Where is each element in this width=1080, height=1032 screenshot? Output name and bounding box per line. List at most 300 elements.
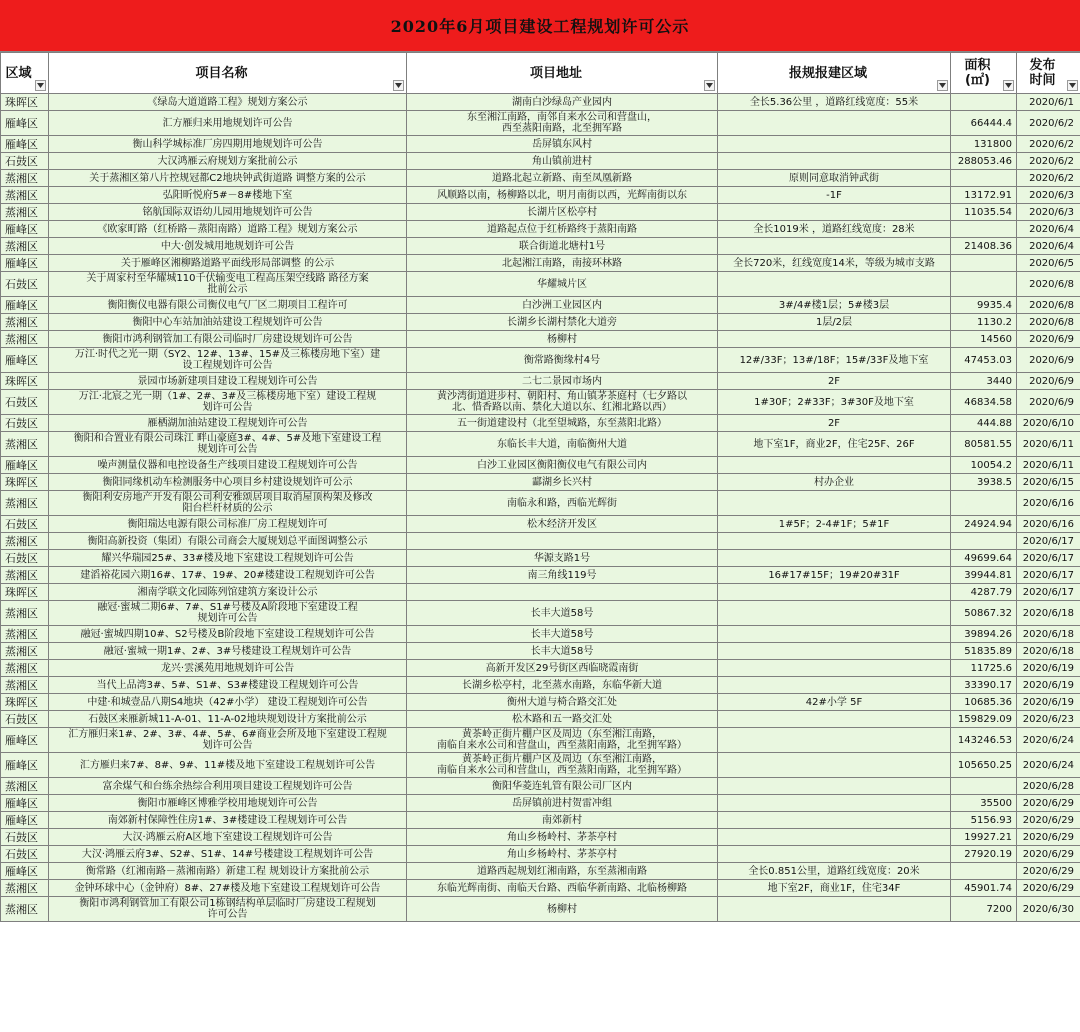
cell-scope[interactable]: 原则同意取消钟武街 [718, 170, 951, 187]
cell-project-address[interactable]: 东至湘江南路，南邻自来水公司和营盘山， 西至蒸阳南路，北至拥军路 [407, 111, 718, 136]
cell-project-name[interactable]: 耀兴华瑞园25#、33#楼及地下室建设工程规划许可公告 [49, 550, 407, 567]
cell-project-address[interactable]: 南临永和路，西临光辉街 [407, 491, 718, 516]
cell-area[interactable]: 10054.2 [951, 457, 1017, 474]
cell-area[interactable]: 51835.89 [951, 643, 1017, 660]
cell-district[interactable]: 石鼓区 [1, 829, 49, 846]
cell-scope[interactable]: 3#/4#楼1层；5#楼3层 [718, 297, 951, 314]
table-row [1, 897, 1080, 922]
cell-project-address[interactable]: 长湖片区松亭村 [407, 204, 718, 221]
cell-district[interactable]: 雁峰区 [1, 753, 49, 778]
cell-project-name[interactable]: 衡常路（红湘南路－蒸湘南路）新建工程 规划设计方案批前公示 [49, 863, 407, 880]
table-row [1, 94, 1080, 111]
cell-district[interactable]: 蒸湘区 [1, 314, 49, 331]
cell-area[interactable]: 9935.4 [951, 297, 1017, 314]
cell-project-name[interactable]: 大汉·鸿雁云府A区地下室建设工程规划许可公告 [49, 829, 407, 846]
cell-district[interactable]: 雁峰区 [1, 136, 49, 153]
cell-area[interactable]: 50867.32 [951, 601, 1017, 626]
cell-district[interactable]: 石鼓区 [1, 415, 49, 432]
cell-area[interactable]: 14560 [951, 331, 1017, 348]
cell-area[interactable]: 10685.36 [951, 694, 1017, 711]
cell-project-name[interactable]: 大汉·鸿雁云府3#、S2#、S1#、14#号楼建设工程规划许可公告 [49, 846, 407, 863]
cell-scope[interactable] [718, 753, 951, 778]
cell-project-name[interactable]: 关于周家村至华耀城110千伏输变电工程高压架空线路 路径方案 批前公示 [49, 272, 407, 297]
cell-area[interactable]: 33390.17 [951, 677, 1017, 694]
cell-district[interactable]: 蒸湘区 [1, 778, 49, 795]
cell-date[interactable]: 2020/6/3 [1017, 204, 1080, 221]
cell-scope[interactable] [718, 897, 951, 922]
cell-area[interactable]: 27920.19 [951, 846, 1017, 863]
cell-project-name[interactable]: 汇方雁归来7#、8#、9#、11#楼及地下室建设工程规划许可公告 [49, 753, 407, 778]
cell-area[interactable]: 288053.46 [951, 153, 1017, 170]
cell-project-name[interactable]: 关于雁峰区湘柳路道路平面线形局部调整 的公示 [49, 255, 407, 272]
cell-district[interactable]: 珠晖区 [1, 584, 49, 601]
cell-project-address[interactable]: 杨柳村 [407, 331, 718, 348]
cell-scope[interactable]: 全长1019米 ，道路红线宽度：28米 [718, 221, 951, 238]
cell-project-name[interactable]: 衡山科学城标准厂房四期用地规划许可公告 [49, 136, 407, 153]
cell-project-name[interactable]: 中建·和城壹品八期S4地块（42#小学） 建设工程规划许可公告 [49, 694, 407, 711]
cell-project-address[interactable]: 风顺路以南，杨柳路以北，明月南街以西，光辉南街以东 [407, 187, 718, 204]
cell-scope[interactable] [718, 584, 951, 601]
cell-project-address[interactable]: 松木经济开发区 [407, 516, 718, 533]
cell-date[interactable]: 2020/6/5 [1017, 255, 1080, 272]
cell-district[interactable]: 蒸湘区 [1, 880, 49, 897]
cell-project-name[interactable]: 融冠·蜜城一期1#、2#、3#号楼建设工程规划许可公告 [49, 643, 407, 660]
cell-project-name[interactable]: 当代上品湾3#、5#、S1#、S3#楼建设工程规划许可公告 [49, 677, 407, 694]
cell-scope[interactable]: 地下室1F，商业2F，住宅25F、26F [718, 432, 951, 457]
cell-district[interactable]: 石鼓区 [1, 711, 49, 728]
cell-area[interactable]: 47453.03 [951, 348, 1017, 373]
cell-date[interactable]: 2020/6/2 [1017, 170, 1080, 187]
cell-district[interactable]: 蒸湘区 [1, 187, 49, 204]
table-row [1, 348, 1080, 373]
cell-project-name[interactable]: 龙兴·雲溪苑用地规划许可公告 [49, 660, 407, 677]
cell-area[interactable]: 444.88 [951, 415, 1017, 432]
cell-district[interactable]: 雁峰区 [1, 111, 49, 136]
cell-project-address[interactable]: 五一街道建设村（北至望城路，东至蒸阳北路） [407, 415, 718, 432]
cell-district[interactable]: 珠晖区 [1, 694, 49, 711]
cell-date[interactable]: 2020/6/9 [1017, 331, 1080, 348]
cell-date[interactable]: 2020/6/24 [1017, 753, 1080, 778]
cell-date[interactable]: 2020/6/18 [1017, 601, 1080, 626]
cell-area[interactable]: 5156.93 [951, 812, 1017, 829]
cell-area[interactable]: 105650.25 [951, 753, 1017, 778]
cell-project-name[interactable]: 衡阳同缘机动车检测服务中心项目乡村建设规划许可公示 [49, 474, 407, 491]
cell-district[interactable]: 珠晖区 [1, 94, 49, 111]
cell-project-address[interactable]: 高新开发区29号街区西临晓霞南街 [407, 660, 718, 677]
cell-project-name[interactable]: 汇方雁归来用地规划许可公告 [49, 111, 407, 136]
cell-district[interactable]: 石鼓区 [1, 390, 49, 415]
cell-date[interactable]: 2020/6/16 [1017, 516, 1080, 533]
cell-area[interactable] [951, 255, 1017, 272]
cell-scope[interactable] [718, 153, 951, 170]
cell-project-address[interactable]: 北起湘江南路，南接环林路 [407, 255, 718, 272]
cell-date[interactable]: 2020/6/17 [1017, 567, 1080, 584]
cell-date[interactable]: 2020/6/11 [1017, 457, 1080, 474]
cell-area[interactable]: 45901.74 [951, 880, 1017, 897]
table-row [1, 297, 1080, 314]
cell-area[interactable]: 13172.91 [951, 187, 1017, 204]
cell-scope[interactable]: 1#5F；2-4#1F；5#1F [718, 516, 951, 533]
dropdown-arrow-icon[interactable] [35, 80, 46, 91]
cell-district[interactable]: 蒸湘区 [1, 331, 49, 348]
cell-project-address[interactable] [407, 584, 718, 601]
cell-project-name[interactable]: 衡阳利安房地产开发有限公司利安雅颂居项目取消屋顶构架及修改 阳台栏杆材质的公示 [49, 491, 407, 516]
cell-project-address[interactable]: 角山镇前进村 [407, 153, 718, 170]
cell-date[interactable]: 2020/6/30 [1017, 897, 1080, 922]
cell-date[interactable]: 2020/6/2 [1017, 153, 1080, 170]
cell-district[interactable]: 蒸湘区 [1, 660, 49, 677]
cell-project-name[interactable]: 中大·创发城用地规划许可公告 [49, 238, 407, 255]
cell-project-name[interactable]: 噪声测量仪器和电控设备生产线项目建设工程规划许可公告 [49, 457, 407, 474]
cell-scope[interactable]: 42#小学 5F [718, 694, 951, 711]
cell-district[interactable]: 蒸湘区 [1, 601, 49, 626]
cell-project-name[interactable]: 湘南学联文化园陈列馆建筑方案设计公示 [49, 584, 407, 601]
cell-scope[interactable]: 2F [718, 415, 951, 432]
cell-scope[interactable] [718, 136, 951, 153]
header-label: 面积 (㎡) [964, 58, 991, 88]
cell-date[interactable]: 2020/6/10 [1017, 415, 1080, 432]
cell-district[interactable]: 雁峰区 [1, 795, 49, 812]
cell-project-address[interactable]: 道路北起立新路、南至凤凰新路 [407, 170, 718, 187]
cell-date[interactable]: 2020/6/19 [1017, 694, 1080, 711]
cell-scope[interactable]: 全长0.851公里，道路红线宽度：20米 [718, 863, 951, 880]
cell-district[interactable]: 雁峰区 [1, 255, 49, 272]
cell-project-name[interactable]: 富余煤气和台练余热综合利用项目建设工程规划许可公告 [49, 778, 407, 795]
cell-date[interactable]: 2020/6/29 [1017, 829, 1080, 846]
cell-project-address[interactable]: 白沙洲工业园区内 [407, 297, 718, 314]
table-row [1, 170, 1080, 187]
cell-project-address[interactable]: 衡常路衡缘村4号 [407, 348, 718, 373]
cell-project-address[interactable]: 白沙工业园区衡阳衡仪电气有限公司内 [407, 457, 718, 474]
table-row [1, 390, 1080, 415]
cell-district[interactable]: 雁峰区 [1, 348, 49, 373]
table-row [1, 677, 1080, 694]
cell-project-address[interactable]: 黄茶岭正街片棚户区及周边（东至湘江南路， 南临自来水公司和营盘山，西至蒸阳南路，北至拥军路） [407, 728, 718, 753]
cell-area[interactable] [951, 170, 1017, 187]
cell-scope[interactable] [718, 457, 951, 474]
cell-project-name[interactable]: 南郊新村保障性住房1#、3#楼建设工程规划许可公告 [49, 812, 407, 829]
cell-area[interactable]: 7200 [951, 897, 1017, 922]
cell-date[interactable]: 2020/6/29 [1017, 795, 1080, 812]
cell-project-address[interactable]: 南郊新村 [407, 812, 718, 829]
cell-project-name[interactable]: 大汉鸿雁云府规划方案批前公示 [49, 153, 407, 170]
dropdown-arrow-icon[interactable] [704, 80, 715, 91]
table-row [1, 136, 1080, 153]
cell-scope[interactable] [718, 829, 951, 846]
cell-project-name[interactable]: 《欧家町路（红桥路－蒸阳南路）道路工程》规划方案公示 [49, 221, 407, 238]
cell-project-name[interactable]: 衡阳市鸿利钢管加工有限公司临时厂房建设规划许可公告 [49, 331, 407, 348]
cell-date[interactable]: 2020/6/29 [1017, 812, 1080, 829]
cell-district[interactable]: 蒸湘区 [1, 238, 49, 255]
cell-project-name[interactable]: 金钟环球中心（金钟府）8#、27#楼及地下室建设工程规划许可公告 [49, 880, 407, 897]
cell-date[interactable]: 2020/6/23 [1017, 711, 1080, 728]
cell-project-name[interactable]: 万江·时代之光一期（SY2、12#、13#、15#及三栋楼房地下室）建 设工程规划许可公告 [49, 348, 407, 373]
cell-date[interactable]: 2020/6/8 [1017, 314, 1080, 331]
cell-scope[interactable] [718, 728, 951, 753]
cell-project-address[interactable]: 黄沙湾街道进步村、朝阳村、角山镇茅茶庭村（七夕路以 北、惜香路以南、禁化大道以东、红湘北路以西） [407, 390, 718, 415]
cell-project-name[interactable]: 汇方雁归来1#、2#、3#、4#、5#、6#商业会所及地下室建设工程规 划许可公告 [49, 728, 407, 753]
cell-project-name[interactable]: 融冠·蜜城四期10#、S2号楼及B阶段地下室建设工程规划许可公告 [49, 626, 407, 643]
cell-date[interactable]: 2020/6/16 [1017, 491, 1080, 516]
cell-area[interactable] [951, 863, 1017, 880]
table-row [1, 584, 1080, 601]
cell-scope[interactable] [718, 204, 951, 221]
cell-district[interactable]: 石鼓区 [1, 846, 49, 863]
cell-project-name[interactable]: 景园市场新建项目建设工程规划许可公告 [49, 373, 407, 390]
cell-project-address[interactable] [407, 533, 718, 550]
cell-project-address[interactable]: 杨柳村 [407, 897, 718, 922]
cell-area[interactable]: 4287.79 [951, 584, 1017, 601]
cell-date[interactable]: 2020/6/3 [1017, 187, 1080, 204]
cell-date[interactable]: 2020/6/1 [1017, 94, 1080, 111]
cell-scope[interactable]: 地下室2F，商业1F，住宅34F [718, 880, 951, 897]
cell-district[interactable]: 石鼓区 [1, 516, 49, 533]
cell-date[interactable]: 2020/6/4 [1017, 221, 1080, 238]
table-row [1, 491, 1080, 516]
cell-area[interactable]: 19927.21 [951, 829, 1017, 846]
cell-district[interactable]: 蒸湘区 [1, 170, 49, 187]
cell-project-address[interactable]: 黄茶岭正街片棚户区及周边（东至湘江南路， 南临自来水公司和营盘山，西至蒸阳南路，北至拥军路） [407, 753, 718, 778]
cell-area[interactable]: 39944.81 [951, 567, 1017, 584]
cell-date[interactable]: 2020/6/18 [1017, 626, 1080, 643]
cell-scope[interactable]: 全长5.36公里 ，道路红线宽度：55米 [718, 94, 951, 111]
cell-date[interactable]: 2020/6/17 [1017, 550, 1080, 567]
cell-project-address[interactable]: 道路西起规划红湘南路，东至蒸湘南路 [407, 863, 718, 880]
permit-table [0, 52, 1080, 922]
cell-scope[interactable] [718, 711, 951, 728]
cell-project-name[interactable]: 建滔裕花园六期16#、17#、19#、20#楼建设工程规划许可公告 [49, 567, 407, 584]
table-row [1, 474, 1080, 491]
cell-scope[interactable] [718, 238, 951, 255]
cell-district[interactable]: 蒸湘区 [1, 677, 49, 694]
cell-scope[interactable] [718, 491, 951, 516]
cell-area[interactable]: 11035.54 [951, 204, 1017, 221]
cell-date[interactable]: 2020/6/29 [1017, 863, 1080, 880]
cell-area[interactable]: 24924.94 [951, 516, 1017, 533]
cell-district[interactable]: 雁峰区 [1, 221, 49, 238]
cell-area[interactable]: 39894.26 [951, 626, 1017, 643]
cell-project-address[interactable]: 角山乡杨岭村、茅茶亭村 [407, 829, 718, 846]
cell-project-address[interactable]: 酃湖乡长兴村 [407, 474, 718, 491]
cell-project-address[interactable]: 岳屏镇前进村贺雷冲组 [407, 795, 718, 812]
cell-area[interactable] [951, 778, 1017, 795]
cell-area[interactable]: 35500 [951, 795, 1017, 812]
cell-scope[interactable]: 2F [718, 373, 951, 390]
cell-project-address[interactable]: 华源支路1号 [407, 550, 718, 567]
cell-scope[interactable]: -1F [718, 187, 951, 204]
cell-project-name[interactable]: 雁栖湖加油站建设工程规划许可公告 [49, 415, 407, 432]
cell-district[interactable]: 蒸湘区 [1, 533, 49, 550]
cell-project-address[interactable]: 衡阳华菱连轧管有限公司厂区内 [407, 778, 718, 795]
cell-district[interactable]: 石鼓区 [1, 272, 49, 297]
table-row [1, 221, 1080, 238]
cell-district[interactable]: 石鼓区 [1, 153, 49, 170]
cell-project-address[interactable]: 道路起点位于红桥路终于蒸阳南路 [407, 221, 718, 238]
cell-project-address[interactable]: 联合街道北塘村1号 [407, 238, 718, 255]
header-date [1017, 53, 1080, 94]
cell-project-address[interactable]: 华耀城片区 [407, 272, 718, 297]
table-row [1, 111, 1080, 136]
table-row [1, 778, 1080, 795]
cell-scope[interactable] [718, 550, 951, 567]
cell-project-address[interactable]: 湖南白沙绿岛产业园内 [407, 94, 718, 111]
cell-scope[interactable] [718, 626, 951, 643]
cell-scope[interactable] [718, 272, 951, 297]
table-row [1, 812, 1080, 829]
cell-project-name[interactable]: 《绿岛大道道路工程》规划方案公示 [49, 94, 407, 111]
cell-scope[interactable] [718, 812, 951, 829]
cell-scope[interactable] [718, 846, 951, 863]
cell-area[interactable]: 80581.55 [951, 432, 1017, 457]
cell-scope[interactable] [718, 601, 951, 626]
table-row [1, 711, 1080, 728]
cell-scope[interactable]: 村办企业 [718, 474, 951, 491]
cell-district[interactable]: 雁峰区 [1, 812, 49, 829]
cell-scope[interactable]: 16#17#15F；19#20#31F [718, 567, 951, 584]
cell-project-name[interactable]: 衡阳高新投资（集团）有限公司商会大厦规划总平面图调整公示 [49, 533, 407, 550]
cell-date[interactable]: 2020/6/29 [1017, 880, 1080, 897]
cell-date[interactable]: 2020/6/2 [1017, 111, 1080, 136]
cell-area[interactable]: 3938.5 [951, 474, 1017, 491]
cell-area[interactable]: 66444.4 [951, 111, 1017, 136]
cell-district[interactable]: 珠晖区 [1, 474, 49, 491]
table-row [1, 643, 1080, 660]
cell-date[interactable]: 2020/6/9 [1017, 348, 1080, 373]
cell-district[interactable]: 蒸湘区 [1, 643, 49, 660]
cell-scope[interactable]: 1层/2层 [718, 314, 951, 331]
header-label: 区域 [5, 65, 32, 81]
cell-scope[interactable]: 1#30F；2#33F；3#30F及地下室 [718, 390, 951, 415]
table-body [1, 94, 1080, 922]
cell-district[interactable]: 蒸湘区 [1, 897, 49, 922]
cell-district[interactable]: 蒸湘区 [1, 432, 49, 457]
cell-project-name[interactable]: 铭航国际双语幼儿园用地规划许可公告 [49, 204, 407, 221]
cell-scope[interactable] [718, 778, 951, 795]
cell-project-address[interactable]: 东临长丰大道，南临衡州大道 [407, 432, 718, 457]
cell-district[interactable]: 蒸湘区 [1, 626, 49, 643]
cell-date[interactable]: 2020/6/17 [1017, 533, 1080, 550]
table-row [1, 567, 1080, 584]
cell-area[interactable]: 49699.64 [951, 550, 1017, 567]
cell-district[interactable]: 蒸湘区 [1, 491, 49, 516]
dropdown-arrow-icon[interactable] [1003, 80, 1014, 91]
cell-date[interactable]: 2020/6/4 [1017, 238, 1080, 255]
cell-date[interactable]: 2020/6/24 [1017, 728, 1080, 753]
cell-project-name[interactable]: 衡阳市雁峰区博雅学校用地规划许可公告 [49, 795, 407, 812]
cell-date[interactable]: 2020/6/19 [1017, 677, 1080, 694]
cell-scope[interactable] [718, 795, 951, 812]
table-row [1, 601, 1080, 626]
cell-date[interactable]: 2020/6/8 [1017, 272, 1080, 297]
cell-scope[interactable]: 全长720米，红线宽度14米，等级为城市支路 [718, 255, 951, 272]
cell-project-address[interactable]: 岳屏镇东风村 [407, 136, 718, 153]
cell-area[interactable]: 3440 [951, 373, 1017, 390]
cell-project-address[interactable]: 衡州大道与椅合路交汇处 [407, 694, 718, 711]
cell-project-address[interactable]: 东临光辉南街、南临天台路、西临华新南路、北临杨柳路 [407, 880, 718, 897]
cell-district[interactable]: 雁峰区 [1, 863, 49, 880]
cell-district[interactable]: 蒸湘区 [1, 204, 49, 221]
cell-area[interactable] [951, 533, 1017, 550]
cell-district[interactable]: 雁峰区 [1, 728, 49, 753]
cell-project-name[interactable]: 关于蒸湘区第八片控规冠都C2地块钟武街道路 调整方案的公示 [49, 170, 407, 187]
cell-district[interactable]: 蒸湘区 [1, 567, 49, 584]
cell-date[interactable]: 2020/6/15 [1017, 474, 1080, 491]
cell-area[interactable]: 1130.2 [951, 314, 1017, 331]
cell-area[interactable]: 131800 [951, 136, 1017, 153]
cell-project-name[interactable]: 融冠·蜜城二期6#、7#、S1#号楼及A阶段地下室建设工程 规划许可公告 [49, 601, 407, 626]
table-row [1, 153, 1080, 170]
cell-project-address[interactable]: 长湖乡长湖村禁化大道旁 [407, 314, 718, 331]
cell-project-name[interactable]: 衡阳中心车站加油站建设工程规划许可公告 [49, 314, 407, 331]
table-row [1, 533, 1080, 550]
table-row [1, 846, 1080, 863]
cell-area[interactable]: 159829.09 [951, 711, 1017, 728]
dropdown-arrow-icon[interactable] [393, 80, 404, 91]
cell-area[interactable] [951, 491, 1017, 516]
cell-date[interactable]: 2020/6/9 [1017, 390, 1080, 415]
cell-project-name[interactable]: 衡阳衡仪电器有限公司衡仪电气厂区二期项目工程许可 [49, 297, 407, 314]
cell-project-name[interactable]: 石鼓区来雁新城11-A-01、11-A-02地块规划设计方案批前公示 [49, 711, 407, 728]
cell-date[interactable]: 2020/6/19 [1017, 660, 1080, 677]
cell-district[interactable]: 雁峰区 [1, 457, 49, 474]
cell-date[interactable]: 2020/6/28 [1017, 778, 1080, 795]
cell-project-name[interactable]: 弘阳昕悦府5#－8#楼地下室 [49, 187, 407, 204]
cell-date[interactable]: 2020/6/18 [1017, 643, 1080, 660]
cell-project-address[interactable]: 长丰大道58号 [407, 626, 718, 643]
cell-area[interactable] [951, 221, 1017, 238]
cell-area[interactable]: 21408.36 [951, 238, 1017, 255]
dropdown-arrow-icon[interactable] [1067, 80, 1078, 91]
cell-district[interactable]: 石鼓区 [1, 550, 49, 567]
cell-area[interactable] [951, 272, 1017, 297]
cell-area[interactable] [951, 94, 1017, 111]
cell-project-address[interactable]: 南三角线119号 [407, 567, 718, 584]
cell-project-address[interactable]: 松木路和五一路交汇处 [407, 711, 718, 728]
cell-project-address[interactable]: 长湖乡松亭村，北至蒸水南路，东临华新大道 [407, 677, 718, 694]
cell-date[interactable]: 2020/6/11 [1017, 432, 1080, 457]
table-row [1, 728, 1080, 753]
cell-project-address[interactable]: 角山乡杨岭村、茅茶亭村 [407, 846, 718, 863]
cell-district[interactable]: 珠晖区 [1, 373, 49, 390]
table-row [1, 314, 1080, 331]
cell-area[interactable]: 143246.53 [951, 728, 1017, 753]
cell-project-address[interactable]: 二七二景园市场内 [407, 373, 718, 390]
cell-project-name[interactable]: 衡阳市鸿利钢管加工有限公司1栋钢结构单层临时厂房建设工程规划 许可公告 [49, 897, 407, 922]
cell-project-name[interactable]: 衡阳和合置业有限公司珠江 畔山豪庭3#、4#、5#及地下室建设工程 规划许可公告 [49, 432, 407, 457]
cell-scope[interactable] [718, 660, 951, 677]
cell-project-name[interactable]: 衡阳瑞达电源有限公司标准厂房工程规划许可 [49, 516, 407, 533]
cell-scope[interactable] [718, 677, 951, 694]
cell-date[interactable]: 2020/6/8 [1017, 297, 1080, 314]
cell-scope[interactable] [718, 533, 951, 550]
cell-date[interactable]: 2020/6/29 [1017, 846, 1080, 863]
dropdown-arrow-icon[interactable] [937, 80, 948, 91]
header-label: 项目地址 [529, 65, 582, 81]
cell-scope[interactable] [718, 643, 951, 660]
cell-scope[interactable] [718, 331, 951, 348]
cell-date[interactable]: 2020/6/2 [1017, 136, 1080, 153]
cell-project-address[interactable]: 长丰大道58号 [407, 601, 718, 626]
cell-date[interactable]: 2020/6/9 [1017, 373, 1080, 390]
cell-project-address[interactable]: 长丰大道58号 [407, 643, 718, 660]
cell-area[interactable]: 46834.58 [951, 390, 1017, 415]
cell-date[interactable]: 2020/6/17 [1017, 584, 1080, 601]
cell-area[interactable]: 11725.6 [951, 660, 1017, 677]
cell-scope[interactable] [718, 111, 951, 136]
cell-scope[interactable]: 12#/33F；13#/18F；15#/33F及地下室 [718, 348, 951, 373]
cell-district[interactable]: 雁峰区 [1, 297, 49, 314]
cell-project-name[interactable]: 万江·北宸之光一期（1#、2#、3#及三栋楼房地下室）建设工程规 划许可公告 [49, 390, 407, 415]
